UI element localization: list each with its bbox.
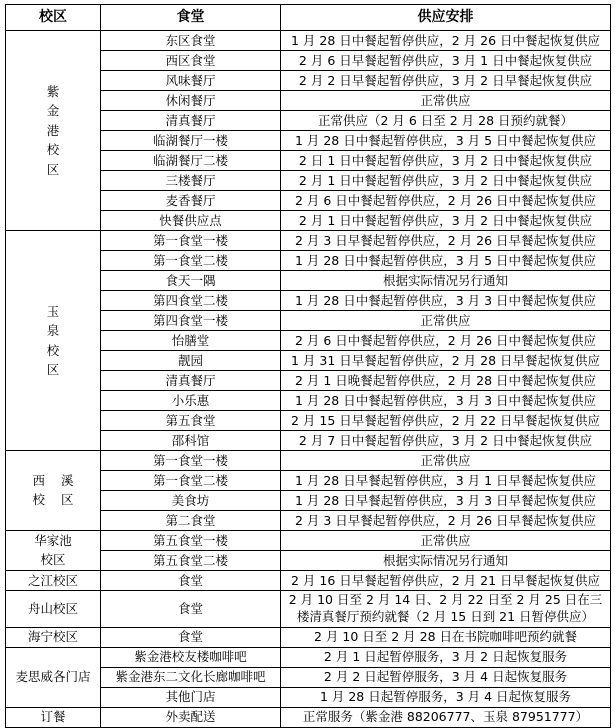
arrangement-cell: 1 月 28 日早餐起暂停供应，3 月 1 日早餐起恢复供应 [281,471,611,491]
arrangement-cell: 1 月 28 日中餐起暂停供应，3 月 3 日中餐起恢复供应 [281,291,611,311]
canteen-cell: 第四食堂一楼 [101,311,281,331]
canteen-cell: 风味餐厅 [101,71,281,91]
canteen-cell: 临湖餐厅一楼 [101,131,281,151]
canteen-cell: 紫金港东二文化长廊咖啡吧 [101,667,281,687]
canteen-cell: 怡膳堂 [101,331,281,351]
table-row [6,31,611,51]
arrangement-cell: 正常服务（紫金港 88206777、玉泉 87951777） [281,707,611,727]
canteen-cell: 外卖配送 [101,707,281,727]
canteen-cell: 其他门店 [101,687,281,707]
canteen-cell: 东区食堂 [101,31,281,51]
arrangement-cell: 2 月 10 日至 2 月 14 日、2 月 22 日至 2 月 25 日在三楼清真餐厅预约就餐（2 月 15 日到 21 日暂停供应） [281,591,611,628]
arrangement-cell: 1 月 28 日早餐起暂停供应，3 月 3 日早餐起恢复供应 [281,491,611,511]
canteen-cell: 食天一隅 [101,271,281,291]
canteen-cell: 第五食堂 [101,411,281,431]
arrangement-cell: 2 月 1 日中餐起暂停供应，3 月 2 日中餐起恢复供应 [281,211,611,231]
canteen-cell: 休闲餐厅 [101,91,281,111]
canteen-cell: 食堂 [101,571,281,591]
canteen-cell: 三楼餐厅 [101,171,281,191]
canteen-cell: 第一食堂一楼 [101,231,281,251]
arrangement-cell: 1 月 31 日早餐起暂停供应，2 月 28 日早餐起恢复供应 [281,351,611,371]
table-row [6,647,611,667]
campus-name-glyph: 紫 [46,84,60,100]
arrangement-cell: 2 月 2 日早餐起暂停供应，3 月 2 日早餐起恢复供应 [281,71,611,91]
canteen-cell: 食堂 [101,627,281,647]
canteen-cell: 麦香餐厅 [101,191,281,211]
canteen-cell: 小乐惠 [101,391,281,411]
arrangement-cell: 2 月 10 日至 2 月 28 日在书院咖啡吧预约就餐 [281,627,611,647]
canteen-cell: 临湖餐厅二楼 [101,151,281,171]
campus-cell [6,531,101,571]
campus-cell [6,451,101,531]
arrangement-cell: 2 月 6 日中餐起暂停供应，2 月 26 日中餐起恢复供应 [281,331,611,351]
canteen-cell: 清真餐厅 [101,111,281,131]
canteen-cell: 第一食堂二楼 [101,471,281,491]
campus-name-glyph: 校 [46,342,60,358]
arrangement-cell: 正常供应 [281,91,611,111]
arrangement-cell: 正常供应 [281,531,611,551]
arrangement-cell: 2 月 1 日起暂停服务，3 月 2 日起恢复服务 [281,647,611,667]
table-row [6,707,611,727]
canteen-cell: 靓园 [101,351,281,371]
arrangement-cell: 2 日 1 日中餐起暂停供应，3 月 2 日中餐起恢复供应 [281,151,611,171]
arrangement-cell: 2 月 15 日早餐起暂停供应，2 月 22 日早餐起恢复供应 [281,411,611,431]
table-row [6,571,611,591]
canteen-cell: 快餐供应点 [101,211,281,231]
supply-schedule-table [5,4,611,728]
arrangement-cell: 2 月 6 日中餐起暂停供应，2 月 26 日中餐起恢复供应 [281,191,611,211]
campus-name-line: 校区 [40,551,66,567]
campus-cell: 舟山校区 [6,591,101,628]
arrangement-cell: 2 月 1 日中餐起暂停供应，3 月 2 日中餐起恢复供应 [281,171,611,191]
arrangement-cell: 2 月 3 日早餐起暂停供应，2 月 26 日早餐起恢复供应 [281,231,611,251]
table-header [6,5,611,31]
arrangement-cell: 2 月 1 日晚餐起暂停供应，2 月 28 日中餐起恢复供应 [281,371,611,391]
arrangement-cell: 正常供应（2 月 6 日至 2 月 28 日预约就餐） [281,111,611,131]
table-body [6,31,611,728]
campus-name-glyph: 校 [46,142,60,158]
table-row [6,627,611,647]
campus-cell [6,31,101,231]
arrangement-cell: 1 月 28 日中餐起暂停供应，3 月 5 日中餐起恢复供应 [281,251,611,271]
arrangement-cell: 1 月 28 日中餐起暂停供应，2 月 26 日中餐起恢复供应 [281,31,611,51]
table-row [6,451,611,471]
arrangement-cell: 1 月 28 日起暂停服务，3 月 4 日起恢复服务 [281,687,611,707]
header-row [6,5,611,31]
canteen-cell: 食堂 [101,591,281,628]
arrangement-cell: 根据实际情况另行通知 [281,551,611,571]
arrangement-cell: 2 月 7 日中餐起暂停供应，3 月 2 日中餐起恢复供应 [281,431,611,451]
campus-name-glyph: 区 [46,161,60,177]
campus-cell: 之江校区 [6,571,101,591]
column-header-campus: 校区 [6,5,101,31]
campus-name-glyph: 港 [46,122,60,138]
canteen-cell: 清真餐厅 [101,371,281,391]
canteen-cell: 第五食堂一楼 [101,531,281,551]
canteen-cell: 第一食堂二楼 [101,251,281,271]
campus-cell [6,231,101,451]
canteen-cell: 第一食堂一楼 [101,451,281,471]
campus-name-line: 校 区 [32,491,80,507]
canteen-cell: 美食坊 [101,491,281,511]
arrangement-cell: 正常供应 [281,451,611,471]
campus-name-vertical [8,302,98,380]
campus-name-line: 西 溪 [32,473,80,489]
table-row [6,231,611,251]
canteen-cell: 第五食堂二楼 [101,551,281,571]
campus-name-glyph: 区 [46,361,60,377]
campus-name-glyph: 金 [46,103,60,119]
canteen-cell: 紫金港校友楼咖啡吧 [101,647,281,667]
canteen-cell: 西区食堂 [101,51,281,71]
arrangement-cell: 2 月 6 日早餐起暂停供应，3 月 1 日中餐起恢复供应 [281,51,611,71]
canteen-cell: 第四食堂二楼 [101,291,281,311]
arrangement-cell: 1 月 28 日中餐起暂停供应，3 月 3 日中餐起恢复供应 [281,391,611,411]
campus-name-glyph: 泉 [46,323,60,339]
column-header-arrangement: 供应安排 [281,5,611,31]
campus-name-glyph: 玉 [46,303,60,319]
campus-cell: 麦思威各门店 [6,647,101,707]
table-row [6,591,611,628]
campus-cell: 订餐 [6,707,101,727]
arrangement-cell: 2 月 16 日早餐起暂停供应，2 月 21 日早餐起恢复供应 [281,571,611,591]
campus-name-line: 华家池 [34,533,72,549]
arrangement-cell: 2 月 2 日起暂停服务，3 月 4 日起恢复服务 [281,667,611,687]
arrangement-cell: 1 月 28 日中餐起暂停供应，3 月 5 日中餐起恢复供应 [281,131,611,151]
campus-cell: 海宁校区 [6,627,101,647]
arrangement-cell: 正常供应 [281,311,611,331]
column-header-canteen: 食堂 [101,5,281,31]
arrangement-cell: 2 月 3 日早餐起暂停供应，2 月 26 日早餐起恢复供应 [281,511,611,531]
campus-name-vertical [8,82,98,179]
canteen-cell: 第二食堂 [101,511,281,531]
canteen-cell: 邵科馆 [101,431,281,451]
arrangement-cell: 根据实际情况另行通知 [281,271,611,291]
table-row [6,531,611,551]
